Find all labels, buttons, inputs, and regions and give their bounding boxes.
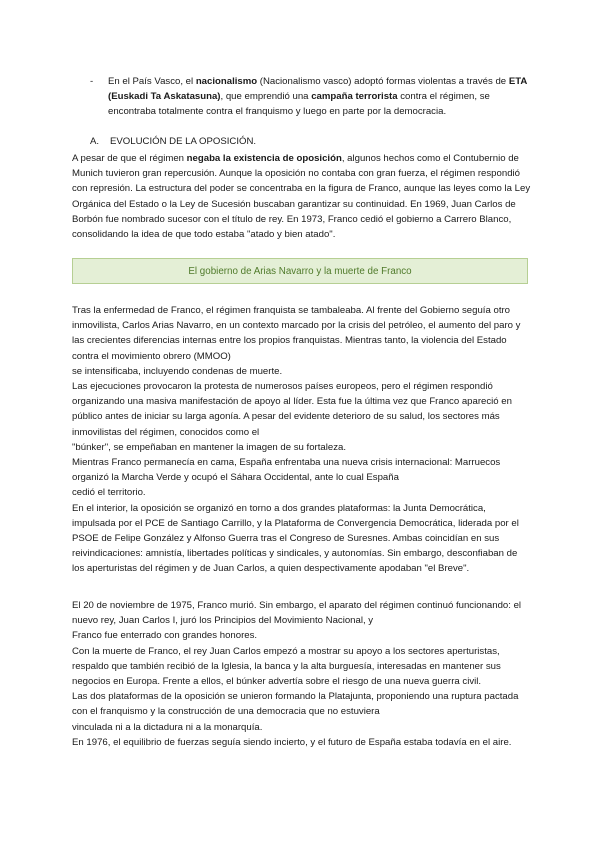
bullet-bold: campaña terrorista [311, 91, 398, 103]
bullet-bold: ETA (Euskadi Ta Askatasuna) [108, 76, 527, 103]
paragraph: se intensificaba, incluyendo condenas de muerte. [72, 365, 283, 377]
bullet-text: contra el régimen, se encontraba totalmente contra el franquismo y luego en parte por la democracia. [108, 91, 490, 118]
text-block-2 [72, 598, 532, 750]
paragraph: En 1976, el equilibrio de fuerzas seguía siendo incierto, y el futuro de España estaba todavía en el aire. [72, 736, 512, 748]
bullet-paragraph [72, 74, 532, 120]
intro-text: A pesar de que el régimen [72, 153, 187, 164]
intro-text: , algunos hechos como el Contubernio de Munich tuvieron gran repercusión. Aunque la oposición no contaba con gran fuerza, el régimen respondió con represión. La estructura del poder se concentraba en la figura de Franco, aunque las leyes como la Ley Orgánica del Estado o la Ley de Sucesión buscaban garantizar su continuidad. En 1969, Juan Carlos de Borbón fue nombrado sucesor con el título de rey. En 1973, Franco cedió el gobierno a Carrero Blanco, consolidando la idea de que todo estaba "atado y bien atado". [72, 153, 531, 241]
bullet-bold: nacionalismo [195, 76, 258, 87]
bullet-text: , que emprendió una [220, 91, 312, 103]
paragraph: En el interior, la oposición se organizó en torno a dos grandes plataformas: la Junta Democrática, impulsada por el PCE de Santiago Carrillo, y la Plataforma de Convergencia Democrática, liderada por el PSOE de Felipe González y Alfonso Guerra tras el Congreso de Suresnes. Ambas coincidían en sus reivindicaciones: amnistía, libertades políticas y sindicales, y autonomías. Sin embargo, desconfiaban de los aperturistas del régimen y de Juan Carlos, a quien despectivamente apodaban "el Breve". [72, 502, 519, 575]
paragraph: vinculada ni a la dictadura ni a la monarquía. [72, 721, 263, 733]
paragraph: Las ejecuciones provocaron la protesta de numerosos países europeos, pero el régimen respondió organizando una masiva manifestación de apoyo al líder. Esta fue la última vez que Franco apareció en público antes de iniciar su larga agonía. A pesar del evidente deterioro de su salud, los sectores más inmovilistas del régimen, conocidos como el [72, 381, 512, 438]
section-letter: A. [90, 136, 100, 147]
paragraph: Tras la enfermedad de Franco, el régimen franquista se tambaleaba. Al frente del Gobierno seguía otro inmovilista, Carlos Arias Navarro, en un contexto marcado por la crisis del petróleo, el aumento del paro y las crecientes diferencias internas entre los propios franquistas. Mientras tanto, la violencia del Estado contra el movimiento obrero (MMOO) [72, 305, 521, 362]
paragraph: Mientras Franco permanecía en cama, España enfrentaba una nueva crisis internacional: Marruecos organizó la Marcha Verde y ocupó el Sáhara Occidental, ante lo cual España [72, 457, 501, 484]
bullet-text: En el País Vasco, el [108, 76, 196, 87]
bullet-text: (Nacionalismo vasco) adoptó formas violentas a través de [257, 76, 509, 87]
paragraph: Con la muerte de Franco, el rey Juan Carlos empezó a mostrar su apoyo a los sectores aperturistas, respaldo que también recibió de la Iglesia, la banca y la alta burguesía, interesadas en mantener sus negocios en Europa. Frente a ellos, el búnker advertía sobre el riesgo de una nueva guerra civil. [72, 645, 501, 688]
section-banner [72, 258, 528, 284]
intro-paragraph [72, 151, 532, 242]
paragraph: El 20 de noviembre de 1975, Franco murió. Sin embargo, el aparato del régimen continuó funcionando: el nuevo rey, Juan Carlos I, juró los Principios del Movimiento Nacional, y [72, 600, 522, 627]
paragraph: cedió el territorio. [72, 487, 146, 499]
paragraph: "búnker", se empeñaban en mantener la imagen de su fortaleza. [72, 441, 347, 453]
banner-title: El gobierno de Arias Navarro y la muerte de Franco [188, 265, 412, 277]
bullet-dash: - [90, 76, 94, 87]
text-block-1 [72, 303, 532, 577]
paragraph: Franco fue enterrado con grandes honores. [72, 630, 258, 642]
paragraph: Las dos plataformas de la oposición se unieron formando la Platajunta, proponiendo una ruptura pactada con el franquismo y la construcción de una democracia que no estuviera [72, 691, 519, 718]
section-title: EVOLUCIÓN DE LA OPOSICIÓN. [110, 136, 257, 147]
intro-bold: negaba la existencia de oposición [186, 153, 342, 164]
section-heading [90, 134, 256, 149]
